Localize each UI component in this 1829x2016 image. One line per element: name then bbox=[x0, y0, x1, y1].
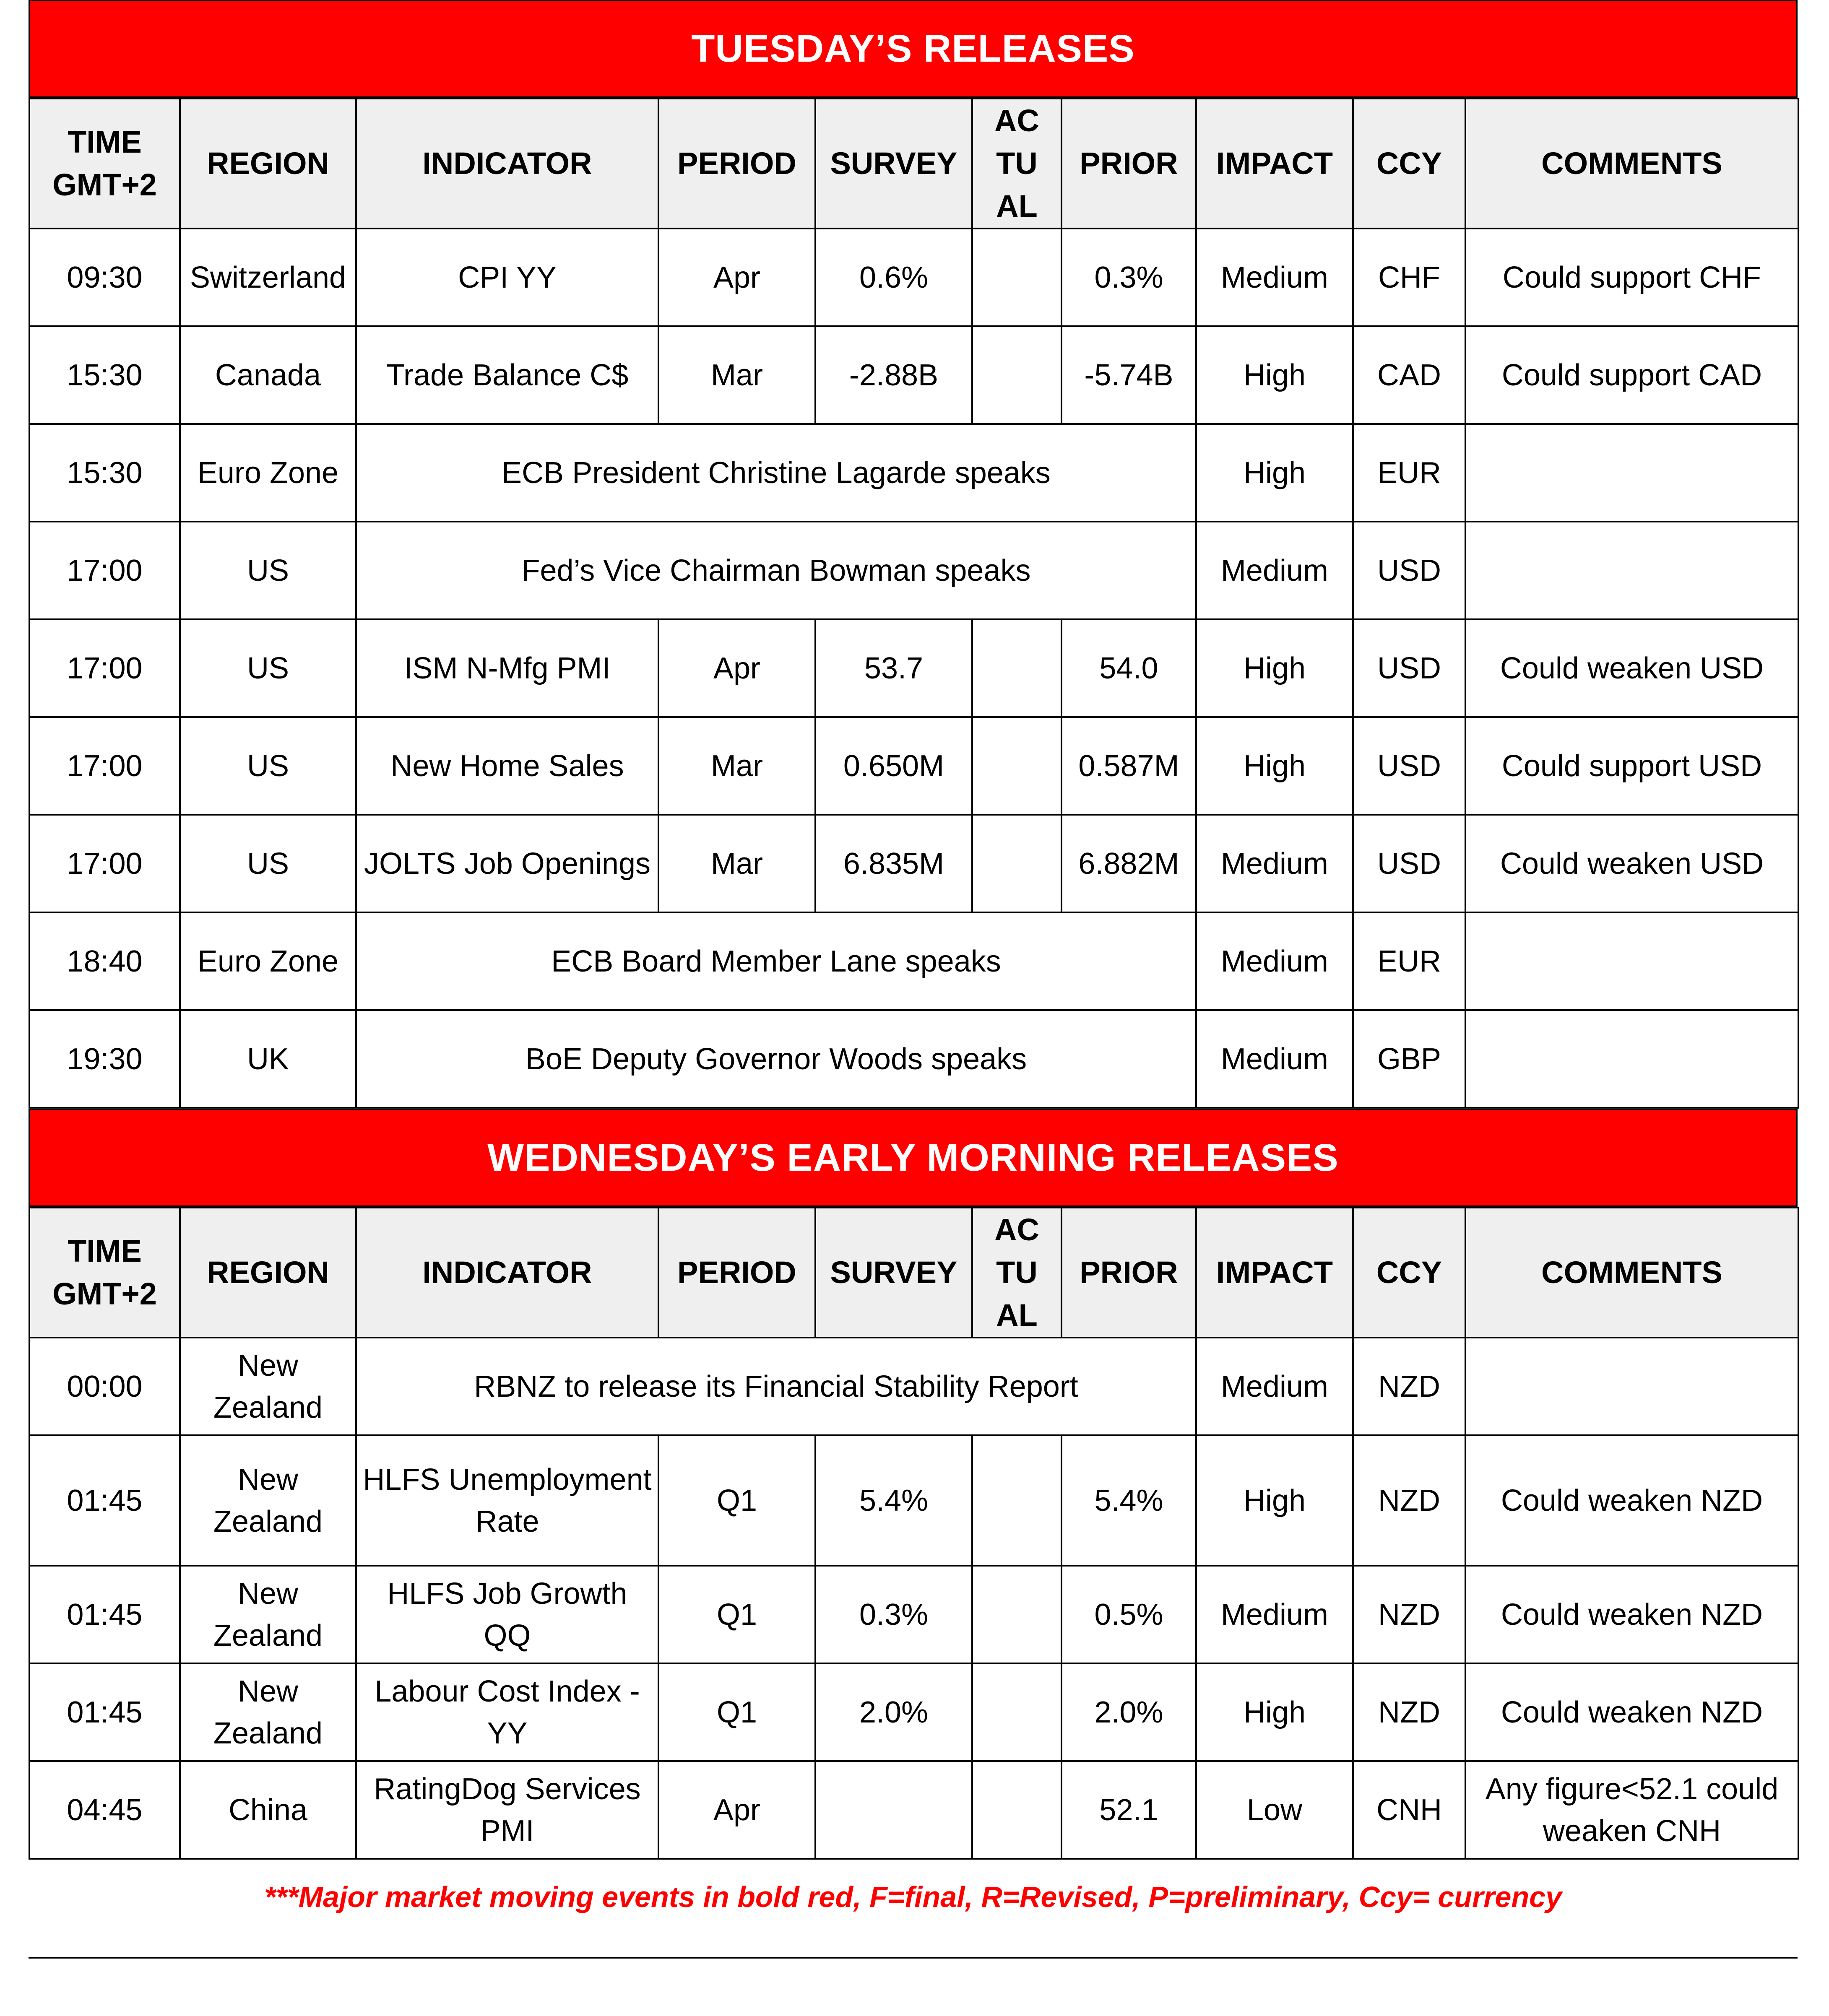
header-prior: PRIOR bbox=[1061, 99, 1196, 229]
ccy-cell: NZD bbox=[1353, 1663, 1465, 1761]
header-time: TIME GMT+2 bbox=[29, 1208, 180, 1338]
wednesday-banner bbox=[29, 1109, 1798, 1207]
bottom-divider bbox=[29, 1957, 1798, 1959]
table-row bbox=[29, 1566, 1798, 1663]
prior-cell: -5.74B bbox=[1061, 326, 1196, 424]
region-cell: US bbox=[180, 619, 356, 717]
actual-cell bbox=[972, 1566, 1061, 1663]
comments-cell bbox=[1465, 1338, 1798, 1435]
survey-cell: 53.7 bbox=[815, 619, 972, 717]
period-cell: Apr bbox=[658, 1761, 815, 1859]
tuesday-title: TUESDAY’S RELEASES bbox=[691, 27, 1135, 70]
table-row bbox=[29, 229, 1798, 326]
event-cell: RBNZ to release its Financial Stability Report bbox=[356, 1338, 1196, 1435]
survey-cell: 0.3% bbox=[815, 1566, 972, 1663]
ccy-cell: NZD bbox=[1353, 1338, 1465, 1435]
ccy-cell: EUR bbox=[1353, 912, 1465, 1010]
header-indicator: INDICATOR bbox=[356, 99, 658, 229]
survey-cell: -2.88B bbox=[815, 326, 972, 424]
region-cell: Canada bbox=[180, 326, 356, 424]
time-cell: 09:30 bbox=[29, 229, 180, 326]
comments-cell: Could support USD bbox=[1465, 717, 1798, 815]
impact-cell: Low bbox=[1196, 1761, 1353, 1859]
region-cell: New Zealand bbox=[180, 1338, 356, 1435]
comments-cell: Could support CAD bbox=[1465, 326, 1798, 424]
header-impact: IMPACT bbox=[1196, 1208, 1353, 1338]
header-region: REGION bbox=[180, 1208, 356, 1338]
header-survey: SURVEY bbox=[815, 99, 972, 229]
ccy-cell: USD bbox=[1353, 717, 1465, 815]
indicator-cell: HLFS Job Growth QQ bbox=[356, 1566, 658, 1663]
impact-cell: High bbox=[1196, 326, 1353, 424]
region-cell: Euro Zone bbox=[180, 424, 356, 522]
event-cell: BoE Deputy Governor Woods speaks bbox=[356, 1010, 1196, 1108]
comments-cell: Could weaken NZD bbox=[1465, 1663, 1798, 1761]
event-cell: ECB President Christine Lagarde speaks bbox=[356, 424, 1196, 522]
comments-cell bbox=[1465, 522, 1798, 619]
actual-cell bbox=[972, 229, 1061, 326]
region-cell: US bbox=[180, 815, 356, 912]
actual-cell bbox=[972, 1435, 1061, 1566]
ccy-cell: NZD bbox=[1353, 1435, 1465, 1566]
table-row bbox=[29, 1338, 1798, 1435]
indicator-cell: RatingDog Services PMI bbox=[356, 1761, 658, 1859]
region-cell: China bbox=[180, 1761, 356, 1859]
prior-cell: 0.5% bbox=[1061, 1566, 1196, 1663]
impact-cell: Medium bbox=[1196, 1010, 1353, 1108]
table-row bbox=[29, 1663, 1798, 1761]
time-cell: 17:00 bbox=[29, 717, 180, 815]
table-row bbox=[29, 1435, 1798, 1566]
table-row bbox=[29, 619, 1798, 717]
footnote: ***Major market moving events in bold red, F=final, R=Revised, P=preliminary, Ccy= currency bbox=[264, 1881, 1562, 1913]
period-cell: Mar bbox=[658, 815, 815, 912]
ccy-cell: CNH bbox=[1353, 1761, 1465, 1859]
comments-cell: Could weaken USD bbox=[1465, 815, 1798, 912]
header-actual: AC TU AL bbox=[972, 99, 1061, 229]
header-row bbox=[29, 1208, 1798, 1338]
header-ccy: CCY bbox=[1353, 99, 1465, 229]
impact-cell: Medium bbox=[1196, 1566, 1353, 1663]
time-cell: 00:00 bbox=[29, 1338, 180, 1435]
actual-cell bbox=[972, 326, 1061, 424]
wednesday-title: WEDNESDAY’S EARLY MORNING RELEASES bbox=[487, 1136, 1339, 1179]
indicator-cell: ISM N-Mfg PMI bbox=[356, 619, 658, 717]
header-actual: AC TU AL bbox=[972, 1208, 1061, 1338]
header-impact: IMPACT bbox=[1196, 99, 1353, 229]
ccy-cell: USD bbox=[1353, 619, 1465, 717]
header-ccy: CCY bbox=[1353, 1208, 1465, 1338]
time-cell: 01:45 bbox=[29, 1435, 180, 1566]
impact-cell: High bbox=[1196, 1435, 1353, 1566]
comments-cell: Any figure<52.1 could weaken CNH bbox=[1465, 1761, 1798, 1859]
region-cell: US bbox=[180, 522, 356, 619]
time-cell: 17:00 bbox=[29, 619, 180, 717]
indicator-cell: CPI YY bbox=[356, 229, 658, 326]
period-cell: Mar bbox=[658, 717, 815, 815]
region-cell: Euro Zone bbox=[180, 912, 356, 1010]
indicator-cell: Trade Balance C$ bbox=[356, 326, 658, 424]
actual-cell bbox=[972, 1761, 1061, 1859]
impact-cell: Medium bbox=[1196, 229, 1353, 326]
period-cell: Q1 bbox=[658, 1663, 815, 1761]
table-row bbox=[29, 912, 1798, 1010]
table-row bbox=[29, 326, 1798, 424]
comments-cell bbox=[1465, 912, 1798, 1010]
header-prior: PRIOR bbox=[1061, 1208, 1196, 1338]
period-cell: Apr bbox=[658, 619, 815, 717]
region-cell: New Zealand bbox=[180, 1566, 356, 1663]
comments-cell: Could weaken NZD bbox=[1465, 1566, 1798, 1663]
ccy-cell: NZD bbox=[1353, 1566, 1465, 1663]
time-cell: 01:45 bbox=[29, 1566, 180, 1663]
region-cell: US bbox=[180, 717, 356, 815]
header-period: PERIOD bbox=[658, 1208, 815, 1338]
comments-cell: Could weaken NZD bbox=[1465, 1435, 1798, 1566]
impact-cell: High bbox=[1196, 619, 1353, 717]
indicator-cell: Labour Cost Index - YY bbox=[356, 1663, 658, 1761]
header-indicator: INDICATOR bbox=[356, 1208, 658, 1338]
ccy-cell: GBP bbox=[1353, 1010, 1465, 1108]
time-cell: 04:45 bbox=[29, 1761, 180, 1859]
prior-cell: 54.0 bbox=[1061, 619, 1196, 717]
ccy-cell: CHF bbox=[1353, 229, 1465, 326]
table-row bbox=[29, 1010, 1798, 1108]
header-comments: COMMENTS bbox=[1465, 99, 1798, 229]
indicator-cell: HLFS Unemployment Rate bbox=[356, 1435, 658, 1566]
actual-cell bbox=[972, 717, 1061, 815]
ccy-cell: USD bbox=[1353, 815, 1465, 912]
period-cell: Q1 bbox=[658, 1435, 815, 1566]
impact-cell: Medium bbox=[1196, 522, 1353, 619]
region-cell: UK bbox=[180, 1010, 356, 1108]
comments-cell bbox=[1465, 424, 1798, 522]
period-cell: Mar bbox=[658, 326, 815, 424]
comments-cell: Could weaken USD bbox=[1465, 619, 1798, 717]
prior-cell: 0.587M bbox=[1061, 717, 1196, 815]
survey-cell bbox=[815, 1761, 972, 1859]
event-cell: Fed’s Vice Chairman Bowman speaks bbox=[356, 522, 1196, 619]
table-row bbox=[29, 522, 1798, 619]
table-row bbox=[29, 815, 1798, 912]
time-cell: 15:30 bbox=[29, 424, 180, 522]
period-cell: Apr bbox=[658, 229, 815, 326]
header-time: TIME GMT+2 bbox=[29, 99, 180, 229]
impact-cell: Medium bbox=[1196, 815, 1353, 912]
time-cell: 17:00 bbox=[29, 815, 180, 912]
ccy-cell: USD bbox=[1353, 522, 1465, 619]
table-row bbox=[29, 1761, 1798, 1859]
impact-cell: High bbox=[1196, 717, 1353, 815]
survey-cell: 6.835M bbox=[815, 815, 972, 912]
region-cell: Switzerland bbox=[180, 229, 356, 326]
actual-cell bbox=[972, 815, 1061, 912]
actual-cell bbox=[972, 619, 1061, 717]
comments-cell bbox=[1465, 1010, 1798, 1108]
indicator-cell: JOLTS Job Openings bbox=[356, 815, 658, 912]
ccy-cell: EUR bbox=[1353, 424, 1465, 522]
comments-cell: Could support CHF bbox=[1465, 229, 1798, 326]
event-cell: ECB Board Member Lane speaks bbox=[356, 912, 1196, 1010]
tuesday-banner bbox=[29, 0, 1798, 98]
time-cell: 15:30 bbox=[29, 326, 180, 424]
table-row bbox=[29, 717, 1798, 815]
header-comments: COMMENTS bbox=[1465, 1208, 1798, 1338]
prior-cell: 52.1 bbox=[1061, 1761, 1196, 1859]
wednesday-table bbox=[29, 1207, 1799, 1860]
actual-cell bbox=[972, 1663, 1061, 1761]
impact-cell: High bbox=[1196, 1663, 1353, 1761]
survey-cell: 0.650M bbox=[815, 717, 972, 815]
region-cell: New Zealand bbox=[180, 1435, 356, 1566]
prior-cell: 0.3% bbox=[1061, 229, 1196, 326]
prior-cell: 5.4% bbox=[1061, 1435, 1196, 1566]
header-period: PERIOD bbox=[658, 99, 815, 229]
survey-cell: 2.0% bbox=[815, 1663, 972, 1761]
prior-cell: 6.882M bbox=[1061, 815, 1196, 912]
time-cell: 17:00 bbox=[29, 522, 180, 619]
impact-cell: High bbox=[1196, 424, 1353, 522]
survey-cell: 0.6% bbox=[815, 229, 972, 326]
time-cell: 18:40 bbox=[29, 912, 180, 1010]
header-region: REGION bbox=[180, 99, 356, 229]
impact-cell: Medium bbox=[1196, 1338, 1353, 1435]
prior-cell: 2.0% bbox=[1061, 1663, 1196, 1761]
header-row bbox=[29, 99, 1798, 229]
ccy-cell: CAD bbox=[1353, 326, 1465, 424]
period-cell: Q1 bbox=[658, 1566, 815, 1663]
impact-cell: Medium bbox=[1196, 912, 1353, 1010]
time-cell: 19:30 bbox=[29, 1010, 180, 1108]
tuesday-table bbox=[29, 98, 1799, 1109]
header-survey: SURVEY bbox=[815, 1208, 972, 1338]
region-cell: New Zealand bbox=[180, 1663, 356, 1761]
survey-cell: 5.4% bbox=[815, 1435, 972, 1566]
table-row bbox=[29, 424, 1798, 522]
time-cell: 01:45 bbox=[29, 1663, 180, 1761]
indicator-cell: New Home Sales bbox=[356, 717, 658, 815]
